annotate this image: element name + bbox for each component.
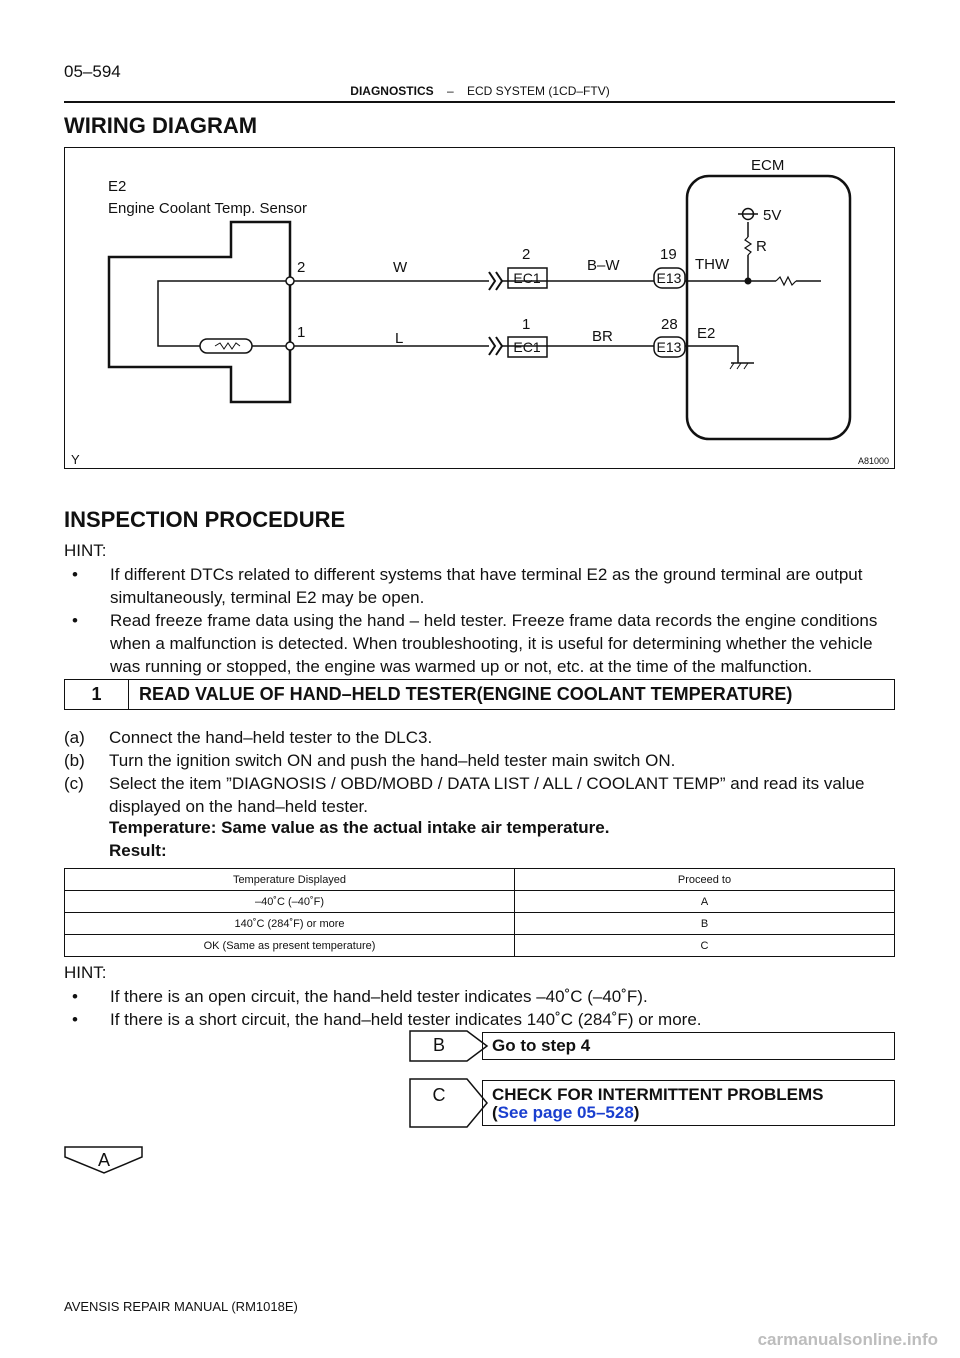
r-label: R <box>756 238 767 255</box>
bullet-dot: • <box>72 611 78 630</box>
e13-pin-bottom: 28 <box>661 316 678 333</box>
substep-a-text: Connect the hand–held tester to the DLC3. <box>109 728 433 747</box>
ec1-chevron-top-1 <box>489 272 495 290</box>
footer: AVENSIS REPAIR MANUAL (RM1018E) <box>64 1299 298 1314</box>
ground-hatch-1 <box>730 363 734 369</box>
bullet-dot: • <box>72 565 78 584</box>
table-row <box>65 935 895 957</box>
wire-br-label: BR <box>592 328 613 345</box>
result-b-box <box>482 1032 895 1060</box>
e13-label-bottom: E13 <box>656 339 682 355</box>
v5-label: 5V <box>763 207 782 224</box>
sensor-housing <box>109 222 290 402</box>
sensor-terminal-1 <box>286 342 294 350</box>
ecm-internal-resistor <box>776 277 796 285</box>
substep-c <box>64 772 895 818</box>
figure-code: A81000 <box>857 456 889 466</box>
page-number: 05–594 <box>64 62 121 81</box>
substep-c-label: (c) <box>64 774 84 793</box>
ec1-pin-top: 2 <box>522 246 531 263</box>
table-cell: A <box>515 891 895 913</box>
step-1-box <box>64 679 895 710</box>
thermistor-zigzag <box>215 343 240 349</box>
substep-b-text: Turn the ignition switch ON and push the hand–held tester main switch ON. <box>109 751 676 770</box>
hint-bullet-2-line1: Read freeze frame data using the hand – held tester. Freeze frame data records the engine conditions <box>110 611 878 630</box>
wiring-diagram-title: WIRING DIAGRAM <box>64 113 258 138</box>
ground-hatch-3 <box>744 363 748 369</box>
wire-bw-label: B–W <box>587 257 620 274</box>
table-row <box>65 891 895 913</box>
table-cell: –40˚C (–40˚F) <box>65 891 515 913</box>
sensor-terminal-2 <box>286 277 294 285</box>
result-table <box>64 868 895 957</box>
result-b-letter: B <box>432 1035 445 1055</box>
wiring-diagram <box>64 147 895 469</box>
wire-w-label: W <box>393 259 408 276</box>
result-b-text: Go to step 4 <box>492 1036 591 1055</box>
header-title <box>0 84 960 98</box>
header-rule <box>64 101 895 103</box>
ecm-label: ECM <box>751 157 785 174</box>
hint-label: HINT: <box>64 541 107 560</box>
sensor-code: E2 <box>108 178 127 195</box>
junction-dot <box>745 278 752 285</box>
resistor-r <box>745 237 751 255</box>
pin-1-label: 1 <box>297 324 306 341</box>
header-separator: – <box>446 84 454 98</box>
watermark: carmanualsonline.info <box>757 1330 938 1349</box>
result-label: Result: <box>109 841 167 860</box>
result-b-arrow <box>409 1030 489 1062</box>
hint-bullet-2-line2: when a malfunction is detected. When troubleshooting, it is useful for determining whether the vehicle <box>110 634 873 653</box>
result-a-arrow <box>64 1146 144 1174</box>
hint-bullet-1-line1: If different DTCs related to different systems that have terminal E2 as the ground terminal are output <box>110 565 863 584</box>
hint-bullet-1-line2: simultaneously, terminal E2 may be open. <box>110 588 425 607</box>
result-a-letter: A <box>97 1150 110 1170</box>
ec1-chevron-bottom-1 <box>489 337 495 355</box>
result-c-close-paren: ) <box>633 1103 640 1122</box>
hint-bullet-2-line3: was running or stopped, the engine was warmed up or not, etc. at the time of the malfunction. <box>110 657 813 676</box>
ec1-label-top: EC1 <box>513 270 541 286</box>
e13-pin-top: 19 <box>660 246 677 263</box>
substep-a-label: (a) <box>64 728 85 747</box>
step-1-title: READ VALUE OF HAND–HELD TESTER(ENGINE COOLANT TEMPERATURE) <box>139 684 793 704</box>
table-header-temp: Temperature Displayed <box>65 869 515 891</box>
table-row <box>65 913 895 935</box>
e2-label: E2 <box>697 325 716 342</box>
substep-c-line2: displayed on the hand–held tester. <box>109 797 368 816</box>
hint-label-2: HINT: <box>64 963 107 982</box>
thw-label: THW <box>695 256 730 273</box>
hint2-bullet-1 <box>64 985 895 1008</box>
ec1-label-bottom: EC1 <box>513 339 541 355</box>
pin-2-label: 2 <box>297 259 306 276</box>
result-c-arrow <box>409 1078 489 1128</box>
hint2-bullet-1-text: If there is an open circuit, the hand–held tester indicates –40˚C (–40˚F). <box>110 987 648 1006</box>
sensor-name: Engine Coolant Temp. Sensor <box>108 200 308 217</box>
e13-label-top: E13 <box>656 270 682 286</box>
substep-c-line1: Select the item ”DIAGNOSIS / OBD/MOBD / DATA LIST / ALL / COOLANT TEMP” and read its value <box>109 774 865 793</box>
hint-bullet-1 <box>64 563 895 609</box>
substep-b-label: (b) <box>64 751 85 770</box>
result-c-open-paren: ( <box>492 1103 498 1122</box>
table-header-proceed: Proceed to <box>515 869 895 891</box>
table-header-row <box>65 869 895 891</box>
hint-bullet-2 <box>64 609 895 678</box>
result-c-box <box>482 1080 895 1126</box>
hint2-bullet-2 <box>64 1008 895 1031</box>
wire-l-label: L <box>395 330 404 347</box>
header-section: DIAGNOSTICS <box>350 84 434 98</box>
hint2-bullet-2-text: If there is a short circuit, the hand–held tester indicates 140˚C (284˚F) or more. <box>110 1010 702 1029</box>
step-1-number: 1 <box>65 680 129 709</box>
see-page-link[interactable]: See page 05–528 <box>497 1103 634 1122</box>
wiring-diagram-svg <box>65 148 896 470</box>
result-c-title: CHECK FOR INTERMITTENT PROBLEMS <box>492 1085 824 1104</box>
sensor-internal-wire <box>158 281 290 346</box>
substep-b <box>64 749 895 772</box>
table-cell: OK (Same as present temperature) <box>65 935 515 957</box>
bullet-dot: • <box>72 987 78 1006</box>
table-cell: B <box>515 913 895 935</box>
inspection-title: INSPECTION PROCEDURE <box>64 507 346 532</box>
table-cell: 140˚C (284˚F) or more <box>65 913 515 935</box>
ec1-pin-bottom: 1 <box>522 316 531 333</box>
header-subsection: ECD SYSTEM (1CD–FTV) <box>467 84 610 98</box>
substep-a <box>64 726 895 749</box>
result-c-letter: C <box>432 1085 446 1105</box>
table-cell: C <box>515 935 895 957</box>
ec1-chevron-bottom-2 <box>496 337 502 355</box>
ec1-chevron-top-2 <box>496 272 502 290</box>
ground-hatch-2 <box>737 363 741 369</box>
spec-line: Temperature: Same value as the actual intake air temperature. <box>109 818 610 837</box>
bullet-dot: • <box>72 1010 78 1029</box>
corner-y: Y <box>71 452 80 467</box>
result-c-reference <box>492 1103 639 1123</box>
